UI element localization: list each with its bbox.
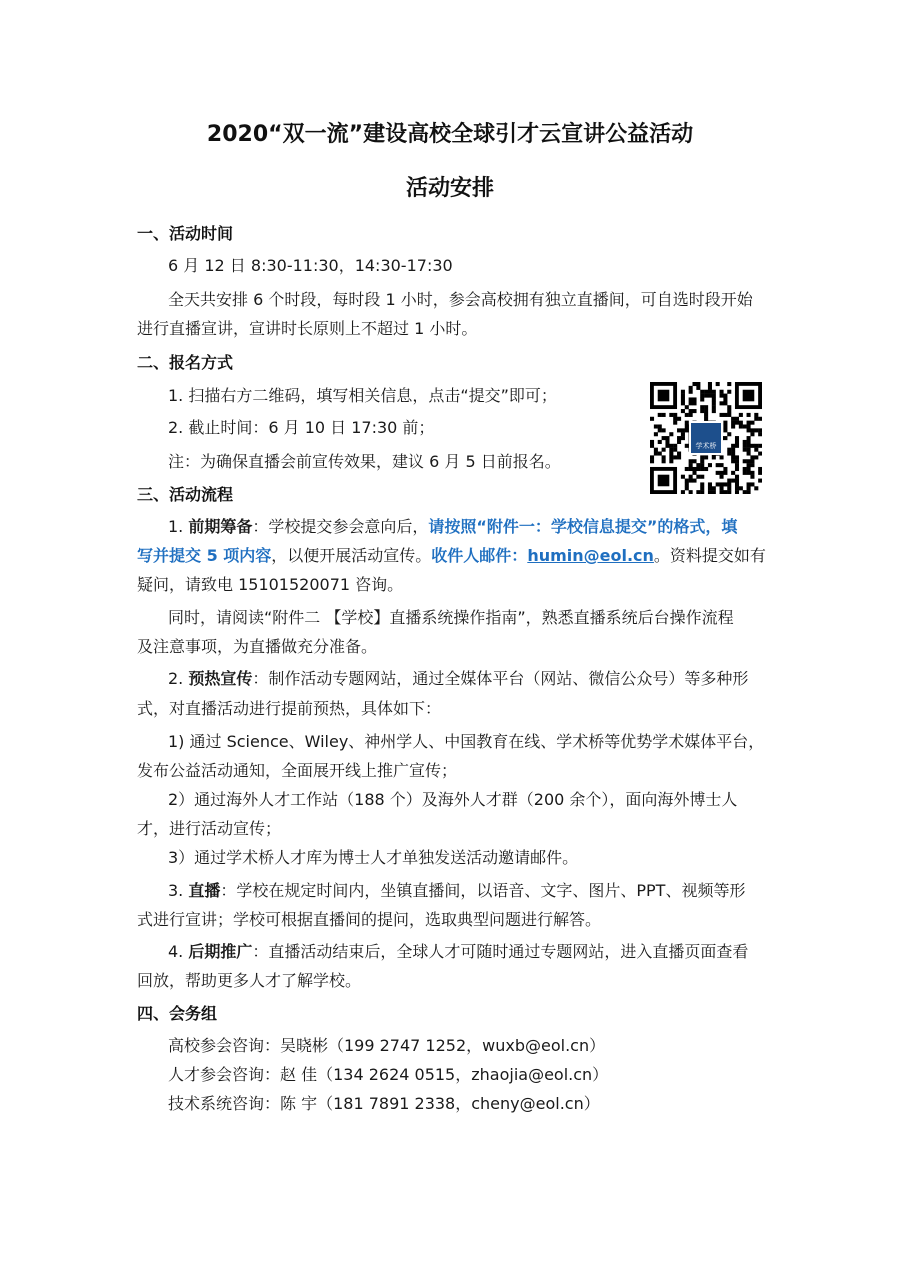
promo-item-1-line1: 1) 通过 Science、Wiley、神州学人、中国教育在线、学术桥等优势学术媒体平台， xyxy=(168,732,765,751)
qr-code[interactable] xyxy=(650,382,762,494)
process-1-text1: ：学校提交参会意向后， xyxy=(252,517,429,536)
process-2-line2: 式，对直播活动进行提前预热，具体如下： xyxy=(137,699,442,718)
process-3-number: 3. xyxy=(168,881,189,900)
registration-step-1: 1. 扫描右方二维码，填写相关信息，点击“提交”即可； xyxy=(168,386,557,405)
process-2-label: 预热宣传 xyxy=(188,669,253,688)
document-subtitle: 活动安排 xyxy=(405,176,494,201)
event-time: 6 月 12 日 8:30-11:30，14:30-17:30 xyxy=(168,256,453,275)
contact-email-link[interactable]: humin@eol.cn xyxy=(527,546,654,565)
section-heading-process: 三、活动流程 xyxy=(137,485,234,504)
contact-university: 高校参会咨询：吴晓彬（199 2747 1252，wuxb@eol.cn） xyxy=(168,1036,606,1055)
process-4-label: 后期推广 xyxy=(188,942,253,961)
document-title: 2020“双一流”建设高校全球引才云宣讲公益活动 xyxy=(206,122,694,147)
process-note-line2: 及注意事项，为直播做充分准备。 xyxy=(137,637,378,656)
process-1-text2: ，以便开展活动宣传。 xyxy=(271,546,432,565)
process-note-line1: 同时，请阅读“附件二 【学校】直播系统操作指南”，熟悉直播系统后台操作流程 xyxy=(168,608,734,627)
promo-item-1-line2: 发布公益活动通知，全面展开线上推广宣传； xyxy=(137,761,458,780)
process-3-label: 直播 xyxy=(188,881,221,900)
section-heading-registration: 二、报名方式 xyxy=(137,353,234,372)
process-1-number: 1. xyxy=(168,517,189,536)
promo-item-2-line2: 才，进行活动宣传； xyxy=(137,819,282,838)
section-heading-contacts: 四、会务组 xyxy=(137,1004,218,1023)
process-1-email-label: 收件人邮件： xyxy=(431,546,528,565)
process-1-line3: 疑问，请致电 15101520071 咨询。 xyxy=(137,575,404,594)
process-3-line2: 式进行宣讲；学校可根据直播间的提问，选取典型问题进行解答。 xyxy=(137,910,602,929)
process-1-highlight1: 请按照“附件一：学校信息提交”的格式，填 xyxy=(428,517,738,536)
process-1-line2 xyxy=(137,543,766,566)
promo-item-3: 3）通过学术桥人才库为博士人才单独发送活动邀请邮件。 xyxy=(168,848,579,867)
qr-logo xyxy=(689,421,723,455)
process-2-line1 xyxy=(168,666,748,689)
process-1-text3: 。资料提交如有 xyxy=(653,546,766,565)
process-4-line2: 回放，帮助更多人才了解学校。 xyxy=(137,971,362,990)
process-3-text1: ：学校在规定时间内，坐镇直播间，以语音、文字、图片、PPT、视频等形 xyxy=(220,881,746,900)
process-4-number: 4. xyxy=(168,942,189,961)
promo-item-2-line1: 2）通过海外人才工作站（188 个）及海外人才群（200 余个），面向海外博士人 xyxy=(168,790,738,809)
process-4-line1 xyxy=(168,939,748,962)
contact-tech: 技术系统咨询：陈 宇（181 7891 2338，cheny@eol.cn） xyxy=(168,1094,600,1113)
process-3-line1 xyxy=(168,878,745,901)
process-1-highlight2: 写并提交 5 项内容 xyxy=(137,546,272,565)
process-1-label: 前期筹备 xyxy=(188,517,253,536)
registration-note: 注：为确保直播会前宣传效果，建议 6 月 5 日前报名。 xyxy=(168,452,561,471)
time-desc-line1: 全天共安排 6 个时段，每时段 1 小时，参会高校拥有独立直播间，可自选时段开始 xyxy=(168,290,753,309)
process-2-number: 2. xyxy=(168,669,189,688)
qr-logo-label: 学术桥 xyxy=(695,442,717,450)
registration-step-2: 2. 截止时间：6 月 10 日 17:30 前； xyxy=(168,418,435,437)
time-desc-line2: 进行直播宣讲，宣讲时长原则上不超过 1 小时。 xyxy=(137,319,478,338)
contact-talent: 人才参会咨询：赵 佳（134 2624 0515，zhaojia@eol.cn） xyxy=(168,1065,609,1084)
process-2-text1: ：制作活动专题网站，通过全媒体平台（网站、微信公众号）等多种形 xyxy=(252,669,749,688)
process-4-text1: ：直播活动结束后，全球人才可随时通过专题网站，进入直播页面查看 xyxy=(252,942,749,961)
process-1-line1 xyxy=(168,514,737,537)
section-heading-time: 一、活动时间 xyxy=(137,224,234,243)
